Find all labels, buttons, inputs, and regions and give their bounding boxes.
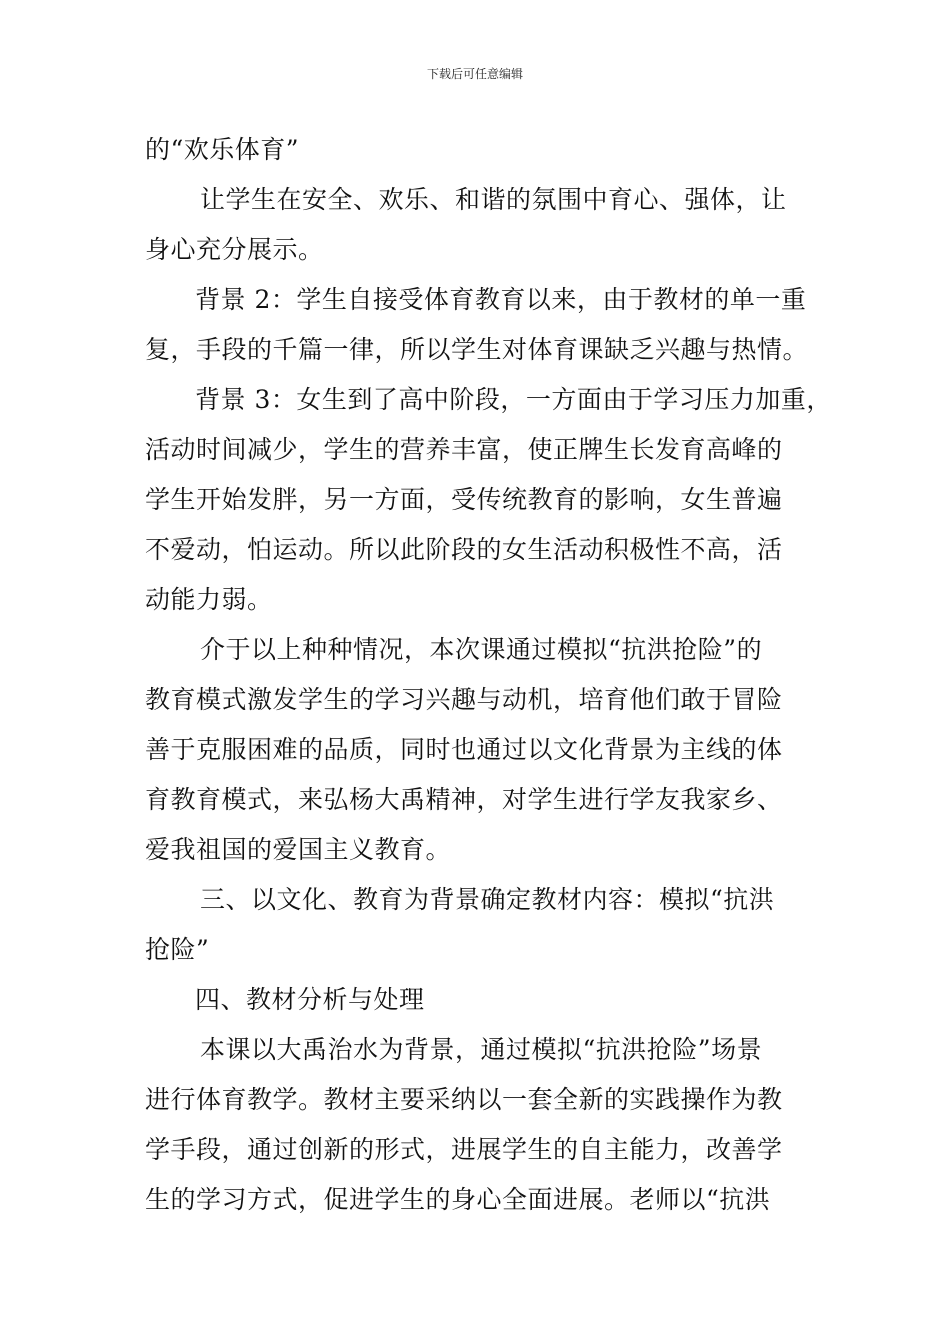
text-line: 本课以大禹治水为背景，通过模拟“抗洪抢险”场景 <box>200 1035 763 1064</box>
text-line: 身心充分展示。 <box>145 235 324 264</box>
text-line: 活动时间减少，学生的营养丰富，使正牌生长发育高峰的 <box>145 435 783 464</box>
text-line: 学手段，通过创新的形式，进展学生的自主能力，改善学 <box>145 1135 783 1164</box>
text-line: 学生开始发胖，另一方面，受传统教育的影响，女生普遍 <box>145 485 783 514</box>
text-line: 不爱动，怕运动。所以此阶段的女生活动积极性不高，活 <box>145 535 783 564</box>
section-heading: 四、教材分析与处理 <box>195 985 425 1014</box>
text-line: 介于以上种种情况，本次课通过模拟“抗洪抢险”的 <box>200 635 763 664</box>
text-line: 育教育模式，来弘杨大禹精神，对学生进行学友我家乡、 <box>145 785 783 814</box>
text-line: 三、以文化、教育为背景确定教材内容：模拟“抗洪 <box>200 885 775 914</box>
text-line: 生的学习方式，促进学生的身心全面进展。老师以“抗洪 <box>145 1185 771 1214</box>
text-line: 爱我祖国的爱国主义教育。 <box>145 835 452 864</box>
text-line: 背景 3：女生到了高中阶段，一方面由于学习压力加重， <box>195 385 832 414</box>
text-line: 复，手段的千篇一律，所以学生对体育课缺乏兴趣与热情。 <box>145 335 809 364</box>
text-line: 进行体育教学。教材主要采纳以一套全新的实践操作为教 <box>145 1085 783 1114</box>
page-header: 下载后可任意编辑 <box>426 67 523 81</box>
text-line: 抢险” <box>145 935 210 964</box>
text-line: 的“欢乐体育” <box>145 135 300 164</box>
document-body <box>145 125 832 1225</box>
text-line: 背景 2：学生自接受体育教育以来，由于教材的单一重 <box>195 285 807 314</box>
text-line: 动能力弱。 <box>145 585 273 614</box>
text-line: 让学生在安全、欢乐、和谐的氛围中育心、强体，让 <box>200 185 787 214</box>
text-line: 教育模式激发学生的学习兴趣与动机，培育他们敢于冒险 <box>145 685 783 714</box>
text-line: 善于克服困难的品质，同时也通过以文化背景为主线的体 <box>145 735 783 764</box>
